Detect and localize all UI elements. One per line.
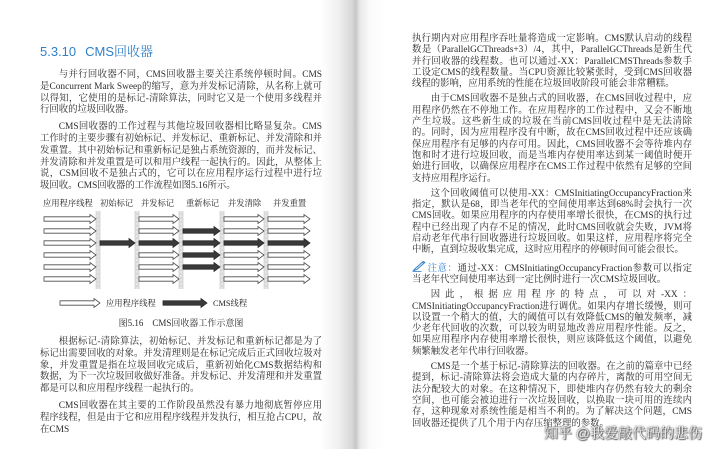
application-thread-arrow-concurrent-mark <box>139 226 179 235</box>
continued-paragraph: 执行期内对应用程序吞吐量将造成一定影响。CMS默认启动的线程数是（ParallelGCThreads+3）/4，其中，ParallelGCThreads是新生代并行回收器的线程数。也可以通过-XX：ParallelCMSThreads参数手工设定CMS的线程数量。当CPU资源比较紧张时，受到CMS回收器线程的影响，应用系统的性能在垃圾回收阶段可能会非常糟糕。 <box>412 34 692 90</box>
application-thread-arrow-concurrent-mark <box>139 250 179 259</box>
application-thread-arrow-application <box>44 274 96 283</box>
text-before-figure <box>40 70 322 193</box>
note-pen-icon <box>412 261 426 272</box>
cms-thread-arrow-concurrent-sweep <box>224 238 264 247</box>
application-thread-arrow-concurrent-reset <box>268 262 310 271</box>
cms-thread-arrow-concurrent-reset <box>268 238 310 247</box>
cms-thread-arrow-remark <box>183 226 220 235</box>
cms-thread-arrow-remark <box>183 250 220 259</box>
legend-label-application-thread: 应用程序线程 <box>106 298 156 308</box>
body-paragraph: CMS回收器在其主要的工作阶段虽然没有暴力地彻底暂停应用程序线程，但是由于它和应用程序线程并发执行，相互抢占CPU，故在CMS <box>40 400 322 435</box>
application-thread-arrow-application <box>44 214 96 223</box>
note-text: 通过-XX：CMSInitiatingOccupancyFraction参数可以指定当老年代空间使用率达到一定比例时进行一次CMS垃圾回收。 <box>412 263 692 285</box>
cms-thread-arrow-initial-mark <box>100 238 135 247</box>
left-page <box>0 0 356 449</box>
body-paragraph: 根据标记-清除算法，初始标记、并发标记和重新标记都是为了标记出需要回收的对象。并发清理则是在标记完成后正式回收垃圾对象，并发重置是指在垃圾回收完成后，重新初始化CMS数据结构和数据，为下一次垃圾回收做好准备。并发标记、并发清理和并发重置都是可以和应用程序线程一起执行的。 <box>40 336 322 395</box>
application-thread-arrow-concurrent-reset <box>268 226 310 235</box>
phase-label-remark: 重新标记 <box>186 198 220 208</box>
legend-application-thread-arrow <box>60 298 100 307</box>
figure-shapes <box>44 211 310 308</box>
phase-label-concurrent-reset: 并发重置 <box>273 198 307 208</box>
legend-cms-thread-arrow <box>163 298 207 307</box>
body-paragraph: 由于CMS回收器不是独占式的回收器，在CMS回收过程中，应用程序仍然在不停地工作。在应用程序的工作过程中，又会不断地产生垃圾。这些新生成的垃圾在当前CMS回收过程中是无法清除的。同时，因为应用程序没有中断，故在CMS回收过程中还应该确保应用程序有足够的内存可用。因此，CMS回收器不会等待堆内存饱和时才进行垃圾回收，而是当堆内存使用率达到某一阈值时便开始进行回收，以确保应用程序在CMS工作过程中依然有足够的空间支持应用程序运行。 <box>412 94 692 184</box>
application-thread-arrow-concurrent-reset <box>268 250 310 259</box>
left-page-content <box>40 43 322 441</box>
cms-thread-arrow-concurrent-mark <box>139 238 179 247</box>
note-box <box>412 261 692 287</box>
application-thread-arrow-application <box>44 250 96 259</box>
application-thread-arrow-application <box>44 238 96 247</box>
application-thread-arrow-concurrent-sweep <box>224 250 264 259</box>
application-thread-arrow-concurrent-mark <box>139 274 179 283</box>
body-paragraph: CMS回收器的工作过程与其他垃圾回收器相比略显复杂。CMS工作时的主要步骤有初始标记、并发标记、重新标记、并发清除和并发重置。其中初始标记和重新标记是独占系统资源的，而并发标记、并发清除和并发重置是可以和用户线程一起执行的。因此，从整体上说，CSM回收不是独占式的，它可以在应用程序运行过程中进行垃圾回收。CMS回收器的工作流程如图5.16所示。 <box>40 122 322 192</box>
phase-label-application-threads: 应用程序线程 <box>43 198 93 208</box>
watermark: 知乎 @我爱敲代码的悲伤 <box>543 425 702 441</box>
cms-workflow-figure <box>40 195 322 315</box>
right-page-content <box>412 34 692 434</box>
cms-thread-arrow-remark <box>183 262 220 271</box>
phase-label-initial-mark: 初始标记 <box>100 198 134 208</box>
figure-caption: 图5.16 CMS回收器工作示意图 <box>118 317 244 328</box>
application-thread-arrow-application <box>44 262 96 271</box>
body-paragraph: 这个回收阈值可以使用-XX：CMSInitiatingOccupancyFraction来指定，默认是68，即当老年代的空间使用率达到68%时会执行一次CMS回收。如果应用程序的内存使用率增长很快，在CMS的执行过程中已经出现了内存不足的情况，此时CMS回收就会失败，JVM将启动老年代串行回收器进行垃圾回收。如果这样，应用程序将完全中断，直到垃圾收集完成，这时应用程序的停顿时间可能会很长。 <box>412 188 692 256</box>
application-thread-arrow-concurrent-mark <box>139 262 179 271</box>
section-title: CMS回收器 <box>85 44 154 59</box>
application-thread-arrow-concurrent-mark <box>139 214 179 223</box>
section-heading <box>40 43 322 60</box>
application-thread-arrow-concurrent-reset <box>268 214 310 223</box>
phase-label-concurrent-mark: 并发标记 <box>141 198 175 208</box>
application-thread-arrow-concurrent-reset <box>268 274 310 283</box>
application-thread-arrow-concurrent-sweep <box>224 274 264 283</box>
application-thread-arrow-concurrent-sweep <box>224 262 264 271</box>
cms-thread-arrow-remark <box>183 238 220 247</box>
phase-separator-3 <box>179 211 184 289</box>
application-thread-arrow-application <box>44 226 96 235</box>
application-thread-arrow-concurrent-sweep <box>224 214 264 223</box>
legend-label-cms-thread: CMS线程 <box>213 298 248 308</box>
body-paragraph: 与并行回收器不同，CMS回收器主要关注系统停顿时间。CMS是Concurrent Mark Sweep的缩写，意为并发标记清除，从名称上就可以得知，它使用的是标记-清除算法，同时它又是一个使用多线程并行回收的垃圾回收器。 <box>40 70 322 116</box>
right-page <box>356 0 720 449</box>
section-number: 5.3.10 <box>40 44 77 59</box>
phase-separator-1 <box>96 211 101 289</box>
note-label: 注意： <box>427 263 458 274</box>
phase-label-concurrent-sweep: 并发清除 <box>228 198 262 208</box>
body-paragraph: CMS是一个基于标记-清除算法的回收器。在之前的篇章中已经提到，标记-清除算法将会造成大量的内存碎片，离散的可用空间无法分配较大的对象。在这种情况下，即使堆内存仍然有较大的剩余空间，也可能会被迫进行一次垃圾回收，以换取一块可用的连续内存，这种现象对系统性能是相当不利的。为了解决这个问题，CMS回收器还提供了几个用于内存压缩整理的参数。 <box>412 362 692 429</box>
body-paragraph: 因此，根据应用程序的特点，可以对-XX：CMSInitiatingOccupancyFraction进行调优。如果内存增长缓慢，则可以设置一个稍大的值，大的阈值可以有效降低CMS的触发频率，减少老年代回收的次数，可以较为明显地改善应用程序性能。反之，如果应用程序内存使用率增长很快，则应该降低这个阈值，以避免频繁触发老年代串行回收器。 <box>412 290 692 357</box>
application-thread-arrow-concurrent-sweep <box>224 226 264 235</box>
